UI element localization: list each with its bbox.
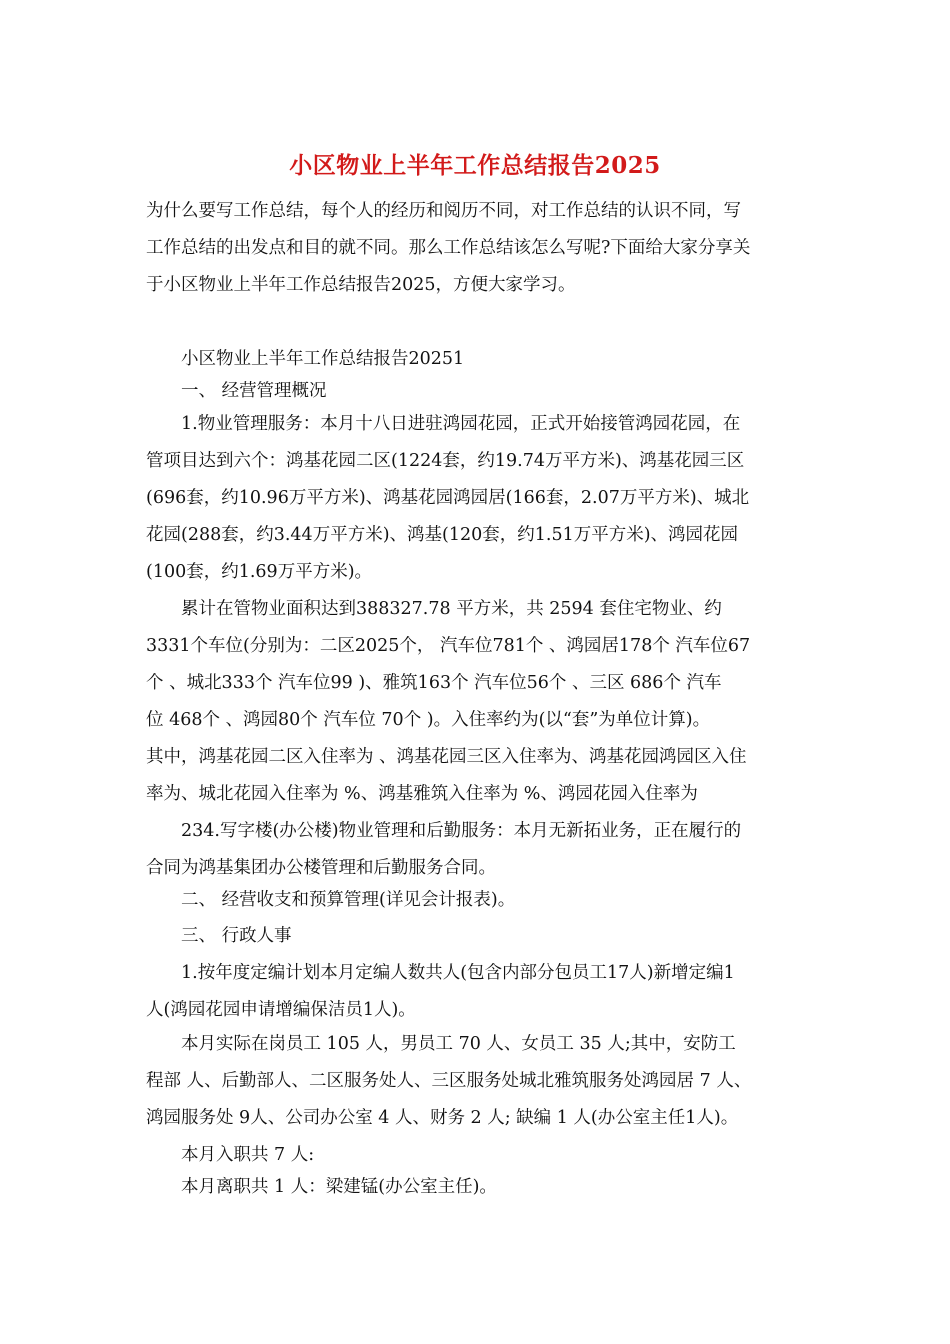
section-heading-1: 一、 经营管理概况 xyxy=(181,381,327,401)
paragraph-line: 1.按年度定编计划本月定编人数共人(包含内部分包员工17人)新增定编1 xyxy=(181,963,735,983)
paragraph-line: 位 468个 、鸿园80个 汽车位 70个 )。入住率约为(以“套”为单位计算)。 xyxy=(146,710,711,730)
paragraph-line: 其中，鸿基花园二区入住率为 、鸿基花园三区入住率为、鸿基花园鸿园区入住 xyxy=(146,747,747,767)
paragraph-line: 本月离职共 1 人：梁建锰(办公室主任)。 xyxy=(181,1177,497,1197)
paragraph-line: 人(鸿园花园申请增编保洁员1人)。 xyxy=(146,1000,416,1020)
document-title: 小区物业上半年工作总结报告2025 xyxy=(289,152,661,179)
paragraph-line: 花园(288套，约3.44万平方米)、鸿基(120套，约1.51万平方米)、鸿园花园 xyxy=(146,525,739,545)
paragraph-line: 率为、城北花园入住率为 %、鸿基雅筑入住率为 %、鸿园花园入住率为 xyxy=(146,784,698,804)
paragraph-line: 个 、城北333个 汽车位99 )、雅筑163个 汽车位56个 、三区 686个 汽车 xyxy=(146,673,722,693)
report-title: 小区物业上半年工作总结报告20251 xyxy=(181,349,465,369)
paragraph-line: 合同为鸿基集团办公楼管理和后勤服务合同。 xyxy=(146,858,496,878)
intro-line: 于小区物业上半年工作总结报告2025，方便大家学习。 xyxy=(146,275,576,295)
paragraph-line: 本月实际在岗员工 105 人，男员工 70 人、女员工 35 人;其中，安防工 xyxy=(181,1034,736,1054)
paragraph-line: 程部 人、后勤部人、二区服务处人、三区服务处城北雅筑服务处鸿园居 7 人、 xyxy=(146,1071,752,1091)
paragraph-line: 管项目达到六个：鸿基花园二区(1224套，约19.74万平方米)、鸿基花园三区 xyxy=(146,451,745,471)
paragraph-line: 3331个车位(分别为：二区2025个， 汽车位781个 、鸿园居178个 汽车位67 xyxy=(146,636,751,656)
paragraph-line: (696套，约10.96万平方米)、鸿基花园鸿园居(166套，2.07万平方米)、城北 xyxy=(146,488,750,508)
paragraph-line: 1.物业管理服务：本月十八日进驻鸿园花园，正式开始接管鸿园花园，在 xyxy=(181,414,741,434)
paragraph-line: 鸿园服务处 9人、公司办公室 4 人、财务 2 人; 缺编 1 人(办公室主任1人)。 xyxy=(146,1108,739,1128)
paragraph-line: 234.写字楼(办公楼)物业管理和后勤服务：本月无新拓业务，正在履行的 xyxy=(181,821,742,841)
paragraph-line: 本月入职共 7 人: xyxy=(181,1145,315,1165)
intro-line: 工作总结的出发点和目的就不同。那么工作总结该怎么写呢?下面给大家分享关 xyxy=(146,238,751,258)
paragraph-line: (100套，约1.69万平方米)。 xyxy=(146,562,373,582)
section-heading-2: 二、 经营收支和预算管理(详见会计报表)。 xyxy=(181,890,516,910)
section-heading-3: 三、 行政人事 xyxy=(181,926,292,946)
intro-line: 为什么要写工作总结，每个人的经历和阅历不同，对工作总结的认识不同，写 xyxy=(146,201,741,221)
paragraph-line: 累计在管物业面积达到388327.78 平方米，共 2594 套住宅物业、约 xyxy=(181,599,722,619)
